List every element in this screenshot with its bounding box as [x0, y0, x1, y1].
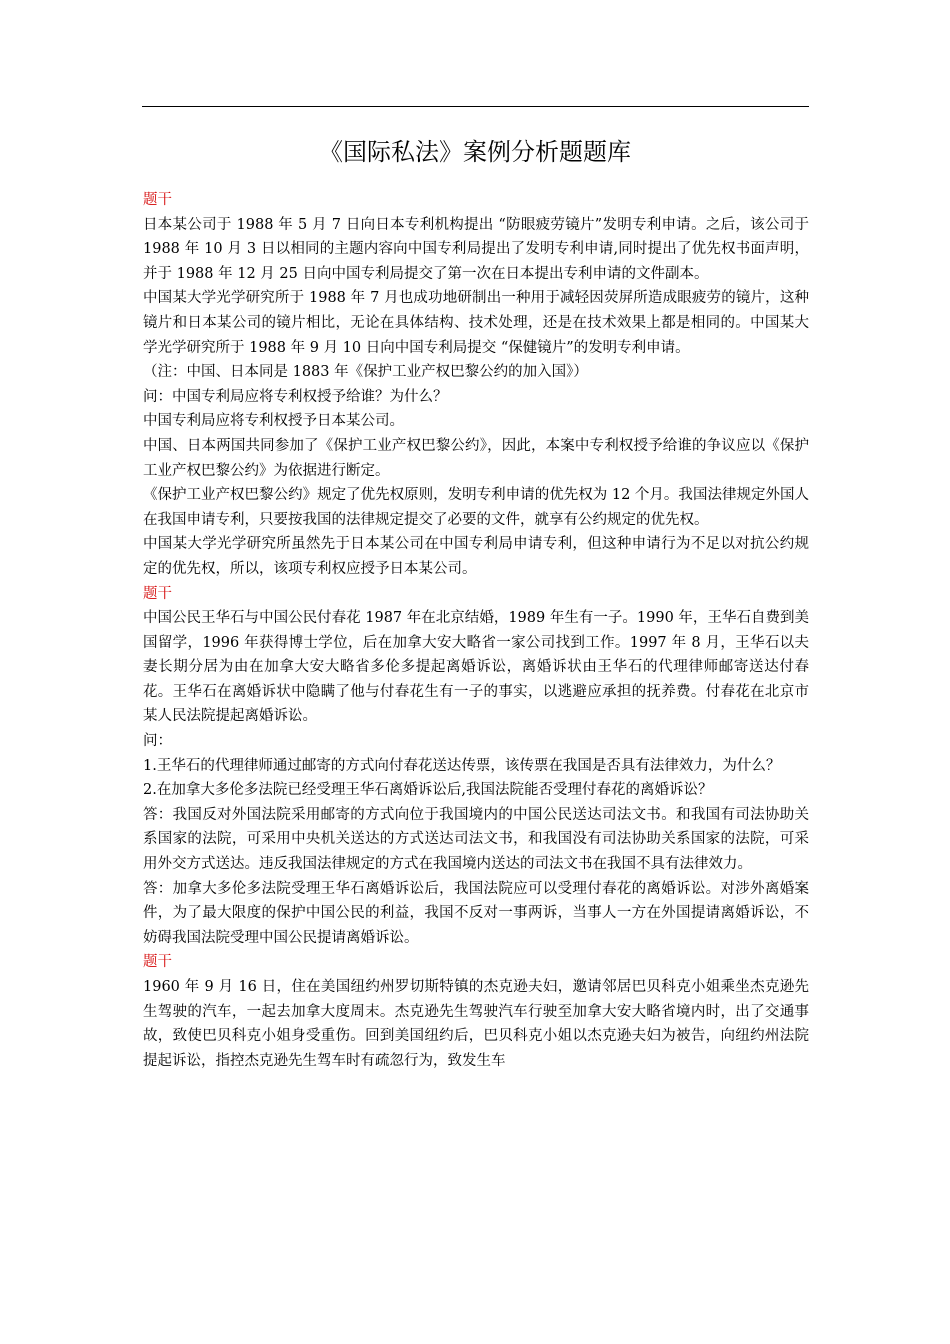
- paragraph: （注：中国、日本同是 1883 年《保护工业产权巴黎公约的加入国》）: [143, 364, 588, 381]
- paragraph: 日本某公司于 1988 年 5 月 7 日向日本专利机构提出 “防眼疲劳镜片”发明专利申请。之后，该公司于 1988 年 10 月 3 日以相同的主题内容向中国专利局提出了发明专利申请,同时提出了优先权书面声明，并于 1988 年 12 月 25 日向中国专利局提交了第一次在日本提出专利申请的文件副本。: [143, 216, 809, 282]
- document-title: 《国际私法》案例分析题题库: [319, 138, 631, 166]
- paragraph: 《保护工业产权巴黎公约》规定了优先权原则，发明专利申请的优先权为 12 个月。我国法律规定外国人在我国申请专利，只要按我国的法律规定提交了必要的文件，就享有公约规定的优先权。: [143, 487, 809, 528]
- paragraph: 答：我国反对外国法院采用邮寄的方式向位于我国境内的中国公民送达司法文书。和我国有司法协助关系国家的法院，可采用中央机关送达的方式送达司法文书，和我国没有司法协助关系国家的法院，可采用外交方式送达。违反我国法律规定的方式在我国境内送达的司法文书在我国不具有法律效力。: [143, 806, 809, 873]
- section-label: 题干: [143, 192, 172, 208]
- document-body: [143, 188, 809, 1073]
- paragraph: 1.王华石的代理律师通过邮寄的方式向付春花送达传票，该传票在我国是否具有法律效力，为什么？: [143, 757, 781, 774]
- section-label: 题干: [143, 585, 172, 602]
- paragraph: 答：加拿大多伦多法院受理王华石离婚诉讼后，我国法院应可以受理付春花的离婚诉讼。对涉外离婚案件，为了最大限度的保护中国公民的利益，我国不反对一事两诉，当事人一方在外国提请离婚诉讼，不妨碍我国法院受理中国公民提请离婚诉讼。: [143, 880, 809, 946]
- paragraph: 中国专利局应将专利权授予日本某公司。: [143, 413, 404, 430]
- section-label: 题干: [143, 954, 172, 971]
- paragraph: 问：: [143, 733, 172, 750]
- case-section-1: [143, 188, 809, 582]
- header-rule: [142, 106, 809, 107]
- case-section-3: [143, 950, 809, 1073]
- paragraph: 中国某大学光学研究所虽然先于日本某公司在中国专利局申请专利，但这种申请行为不足以对抗公约规定的优先权，所以，该项专利权应授予日本某公司。: [143, 536, 809, 577]
- case-section-2: [143, 582, 809, 951]
- paragraph: 1960 年 9 月 16 日，住在美国纽约州罗切斯特镇的杰克逊夫妇，邀请邻居巴贝科克小姐乘坐杰克逊先生驾驶的汽车，一起去加拿大度周末。杰克逊先生驾驶汽车行驶至加拿大安大略省境内时，出了交通事故，致使巴贝科克小姐身受重伤。回到美国纽约后，巴贝科克小姐以杰克逊夫妇为被告，向纽约州法院提起诉讼，指控杰克逊先生驾车时有疏忽行为，致发生车: [143, 979, 809, 1069]
- paragraph: 问：中国专利局应将专利权授予给谁？为什么？: [143, 388, 448, 405]
- paragraph: 中国公民王华石与中国公民付春花 1987 年在北京结婚，1989 年生有一子。1990 年，王华石自费到美国留学，1996 年获得博士学位，后在加拿大安大略省一家公司找到工作。1997 年 8 月，王华石以夫妻长期分居为由在加拿大安大略省多伦多提起离婚诉讼，离婚诉状由王华石的代理律师邮寄送达付春花。王华石在离婚诉状中隐瞒了他与付春花生有一子的事实，以逃避应承担的抚养费。付春花在北京市某人民法院提起离婚诉讼。: [143, 610, 809, 725]
- paragraph: 中国、日本两国共同参加了《保护工业产权巴黎公约》，因此，本案中专利权授予给谁的争议应以《保护工业产权巴黎公约》为依据进行断定。: [143, 437, 809, 479]
- paragraph: 中国某大学光学研究所于 1988 年 7 月也成功地研制出一种用于减轻因荧屏所造成眼疲劳的镜片，这种镜片和日本某公司的镜片相比，无论在具体结构、技术处理，还是在技术效果上都是相同的。中国某大学光学研究所于 1988 年 9 月 10 日向中国专利局提交 “保健镜片”的发明专利申请。: [143, 290, 809, 356]
- paragraph: 2.在加拿大多伦多法院已经受理王华石离婚诉讼后,我国法院能否受理付春花的离婚诉讼？: [143, 782, 713, 799]
